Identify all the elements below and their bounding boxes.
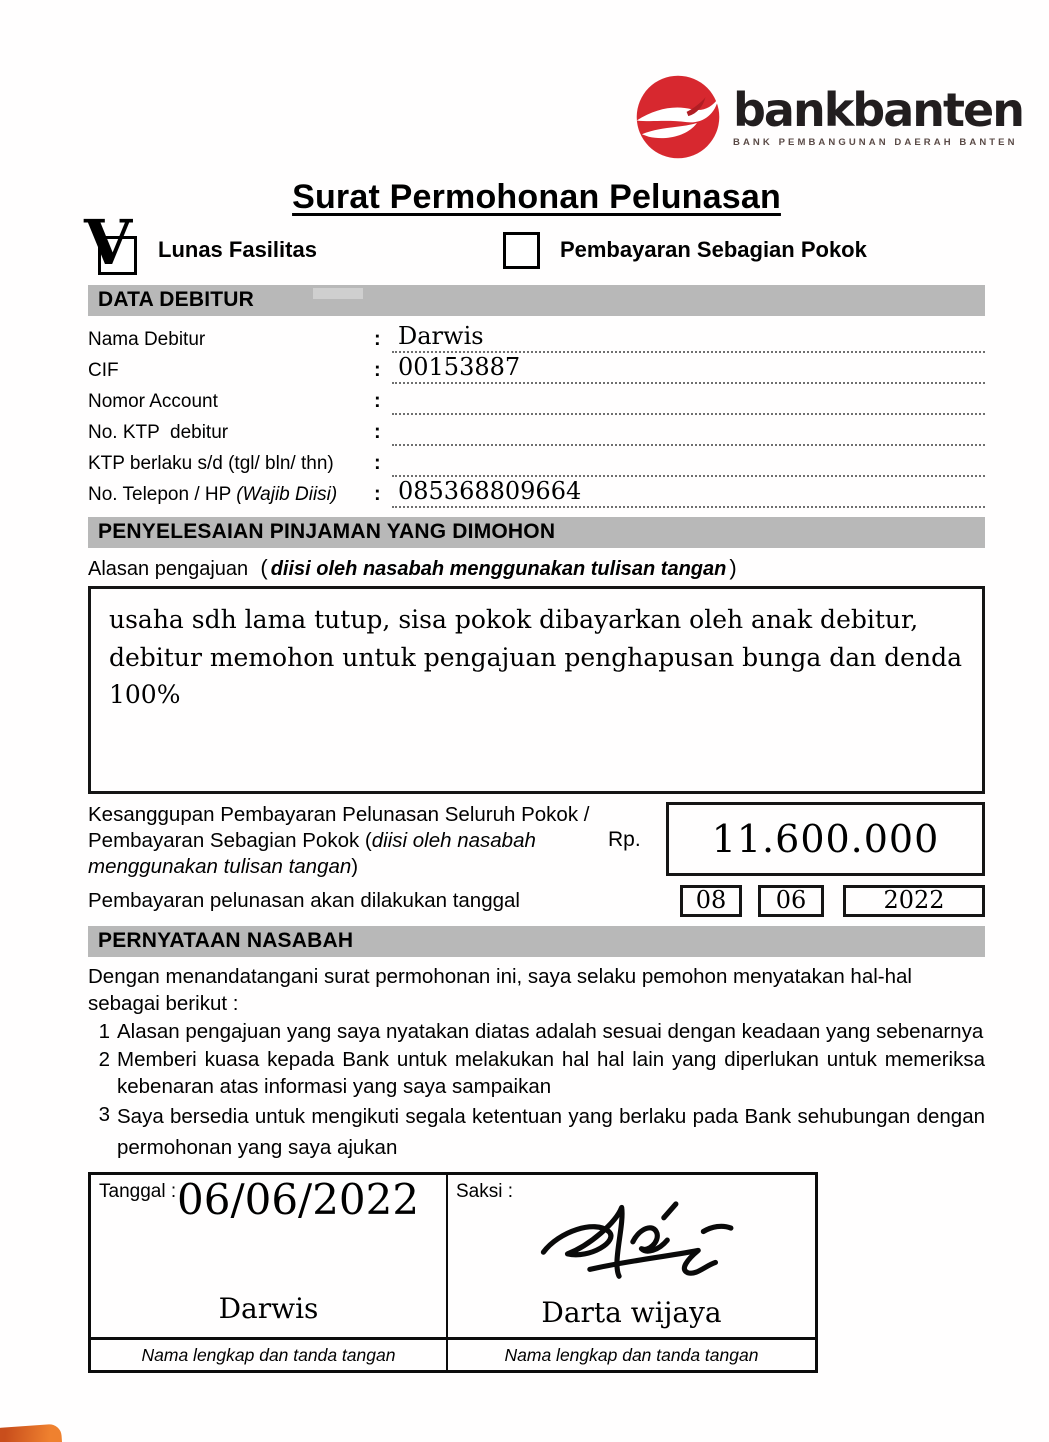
field-label-note: (Wajib Diisi) bbox=[236, 484, 338, 505]
bank-banten-logo-icon bbox=[635, 74, 721, 160]
statement-number: 2 bbox=[98, 1048, 110, 1071]
field-label bbox=[88, 484, 374, 508]
reason-line-2: debitur memohon untuk pengajuan penghapusan bunga dan denda 100% bbox=[109, 642, 962, 709]
field-row-nomor-account bbox=[88, 384, 985, 415]
section-header-pernyataan: PERNYATAAN NASABAH bbox=[88, 926, 985, 957]
alasan-label: Alasan pengajuan bbox=[88, 558, 249, 580]
statement-item-1 bbox=[88, 1018, 985, 1045]
kesanggupan-text bbox=[88, 802, 608, 880]
reason-textarea[interactable] bbox=[88, 586, 985, 794]
debtor-signature-name: Darwis bbox=[218, 1292, 319, 1325]
kesanggupan-line-3-close: ) bbox=[351, 855, 359, 878]
checkbox-pembayaran-sebagian[interactable] bbox=[503, 232, 540, 269]
statement-item-3 bbox=[88, 1101, 985, 1163]
field-row-ktp-berlaku bbox=[88, 446, 985, 477]
field-row-no-ktp bbox=[88, 415, 985, 446]
date-signature-cell bbox=[90, 1174, 448, 1339]
nomor-account-value[interactable] bbox=[392, 386, 985, 415]
scan-artifact bbox=[313, 288, 363, 299]
payment-month-field[interactable]: 06 bbox=[758, 885, 824, 917]
reason-line-1: usaha sdh lama tutup, sisa pokok dibayarkan oleh anak debitur, bbox=[109, 605, 919, 634]
orange-corner-decoration bbox=[0, 1424, 63, 1442]
field-label: No. KTP debitur bbox=[88, 422, 229, 443]
ktp-berlaku-value[interactable] bbox=[392, 448, 985, 477]
field-label-text: No. Telepon / HP bbox=[88, 484, 237, 505]
saksi-label: Saksi : bbox=[456, 1181, 514, 1202]
alasan-note: diisi oleh nasabah menggunakan tulisan tangan bbox=[270, 558, 727, 580]
kesanggupan-line-3-italic: menggunakan tulisan tangan bbox=[88, 855, 352, 878]
signature-caption-left: Nama lengkap dan tanda tangan bbox=[90, 1339, 448, 1372]
cif-value[interactable]: 00153887 bbox=[392, 355, 985, 384]
paren-open-char: ( bbox=[260, 555, 268, 580]
option-lunas-fasilitas bbox=[84, 206, 317, 279]
check-mark-icon: V bbox=[84, 206, 133, 279]
logo-brand-name: bankbanten bbox=[733, 82, 1023, 137]
no-ktp-value[interactable] bbox=[392, 417, 985, 446]
checkbox-lunas-fasilitas[interactable] bbox=[84, 206, 138, 279]
field-colon: : bbox=[374, 390, 381, 412]
option-pembayaran-sebagian bbox=[503, 232, 867, 269]
witness-signature-name: Darta wijaya bbox=[541, 1296, 722, 1329]
statement-intro: Dengan menandatangani surat permohonan ini, saya selaku pemohon menyatakan hal-hal sebagai berikut : bbox=[88, 965, 912, 1015]
paren-open bbox=[248, 555, 268, 581]
nama-debitur-value[interactable]: Darwis bbox=[392, 324, 985, 353]
signature-table bbox=[88, 1172, 818, 1373]
field-row-telepon bbox=[88, 477, 985, 508]
field-colon: : bbox=[374, 421, 381, 443]
section-header-penyelesaian: PENYELESAIAN PINJAMAN YANG DIMOHON bbox=[88, 517, 985, 548]
bank-banten-logo bbox=[635, 74, 1023, 160]
logo-row bbox=[88, 70, 1023, 166]
statement-number: 3 bbox=[98, 1103, 110, 1126]
alasan-pengajuan-line bbox=[88, 555, 985, 581]
field-row-nama-debitur bbox=[88, 322, 985, 353]
payment-date-row bbox=[88, 885, 985, 917]
signature-caption-right: Nama lengkap dan tanda tangan bbox=[447, 1339, 817, 1372]
statement-number: 1 bbox=[98, 1020, 110, 1043]
field-label: Nama Debitur bbox=[88, 329, 206, 350]
payment-day-field[interactable]: 08 bbox=[680, 885, 742, 917]
field-colon: : bbox=[374, 328, 381, 350]
tanggal-label: Tanggal : bbox=[99, 1181, 177, 1202]
payment-year-field[interactable]: 2022 bbox=[843, 885, 985, 917]
amount-field[interactable]: 11.600.000 bbox=[666, 802, 985, 876]
field-colon: : bbox=[374, 359, 381, 381]
debtor-fields bbox=[88, 322, 985, 508]
statement-item-2 bbox=[88, 1046, 985, 1100]
option-pembayaran-sebagian-label: Pembayaran Sebagian Pokok bbox=[559, 237, 867, 262]
field-colon: : bbox=[374, 452, 381, 474]
facility-option-row bbox=[84, 206, 985, 279]
currency-label: Rp. bbox=[608, 828, 641, 851]
field-label: KTP berlaku s/d (tgl/ bln/ thn) bbox=[88, 453, 334, 474]
statement-text: Memberi kuasa kepada Bank untuk melakukan hal hal lain yang diperlukan untuk memeriksa kebenaran atas informasi yang saya sampaikan bbox=[117, 1048, 985, 1098]
tanggal-value[interactable]: 06/06/2022 bbox=[177, 1175, 420, 1224]
field-row-cif bbox=[88, 353, 985, 384]
witness-signature-cell bbox=[447, 1174, 817, 1339]
logo-text bbox=[733, 82, 1023, 148]
page-title: Surat Permohonan Pelunasan bbox=[292, 178, 781, 216]
kesanggupan-line-2-italic: diisi oleh nasabah bbox=[371, 829, 536, 852]
payment-date-label: Pembayaran pelunasan akan dilakukan tanggal bbox=[88, 889, 520, 912]
kesanggupan-line-2-plain: Pembayaran Sebagian Pokok ( bbox=[88, 829, 372, 852]
kesanggupan-line-2 bbox=[88, 828, 608, 854]
statement-text: Alasan pengajuan yang saya nyatakan diatas adalah sesuai dengan keadaan yang sebenarnya bbox=[117, 1020, 984, 1043]
witness-signature-icon bbox=[533, 1197, 748, 1297]
option-lunas-fasilitas-label: Lunas Fasilitas bbox=[158, 237, 317, 262]
logo-tagline: BANK PEMBANGUNAN DAERAH BANTEN bbox=[733, 136, 1018, 148]
field-label: Nomor Account bbox=[88, 391, 218, 412]
kesanggupan-line-1: Kesanggupan Pembayaran Pelunasan Seluruh Pokok / bbox=[88, 803, 590, 826]
field-colon: : bbox=[374, 483, 381, 505]
paren-close: ) bbox=[729, 555, 737, 580]
kesanggupan-row bbox=[88, 802, 985, 880]
kesanggupan-line-3 bbox=[88, 854, 608, 880]
form-content bbox=[84, 70, 1023, 1373]
statement-text: Saya bersedia untuk mengikuti segala ketentuan yang berlaku pada Bank sehubungan dengan permohonan yang saya ajukan bbox=[117, 1105, 985, 1159]
section-header-data-debitur: DATA DEBITUR bbox=[88, 285, 985, 316]
telepon-value[interactable]: 085368809664 bbox=[392, 479, 985, 508]
field-label: CIF bbox=[88, 360, 119, 381]
